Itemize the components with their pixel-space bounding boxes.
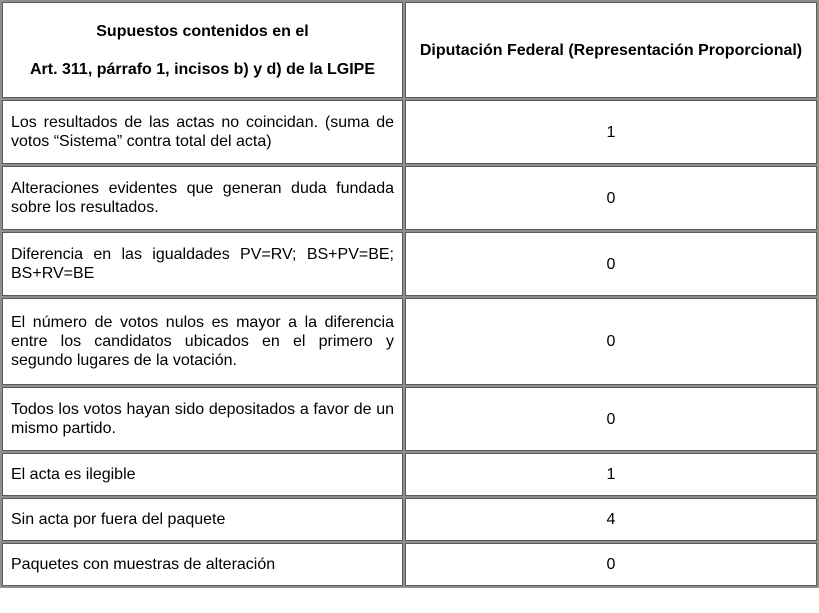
row-value: 1 — [405, 100, 817, 164]
table-row — [2, 387, 817, 451]
header-supuestos-line2: Art. 311, párrafo 1, incisos b) y d) de la LGIPE — [30, 60, 375, 78]
row-description: Todos los votos hayan sido depositados a favor de un mismo partido. — [2, 387, 403, 451]
row-value: 4 — [405, 498, 817, 541]
table-row — [2, 543, 817, 586]
row-value: 0 — [405, 166, 817, 230]
row-description: Sin acta por fuera del paquete — [2, 498, 403, 541]
row-description: Paquetes con muestras de alteración — [2, 543, 403, 586]
table-row — [2, 298, 817, 385]
row-description: Diferencia en las igualdades PV=RV; BS+PV=BE; BS+RV=BE — [2, 232, 403, 296]
table-row — [2, 166, 817, 230]
table-row — [2, 498, 817, 541]
row-value: 0 — [405, 387, 817, 451]
row-value: 1 — [405, 453, 817, 496]
row-description: Alteraciones evidentes que generan duda fundada sobre los resultados. — [2, 166, 403, 230]
header-diputacion: Diputación Federal (Representación Proporcional) — [405, 2, 817, 98]
row-description: Los resultados de las actas no coincidan. (suma de votos “Sistema” contra total del acta) — [2, 100, 403, 164]
row-value: 0 — [405, 543, 817, 586]
row-value: 0 — [405, 298, 817, 385]
row-value: 0 — [405, 232, 817, 296]
header-supuestos — [2, 2, 403, 98]
table-row — [2, 100, 817, 164]
row-description: El número de votos nulos es mayor a la diferencia entre los candidatos ubicados en el primero y segundo lugares de la votación. — [2, 298, 403, 385]
header-supuestos-line1: Supuestos contenidos en el — [96, 22, 309, 40]
row-description: El acta es ilegible — [2, 453, 403, 496]
header-row — [2, 2, 817, 98]
table-row — [2, 232, 817, 296]
table-row — [2, 453, 817, 496]
